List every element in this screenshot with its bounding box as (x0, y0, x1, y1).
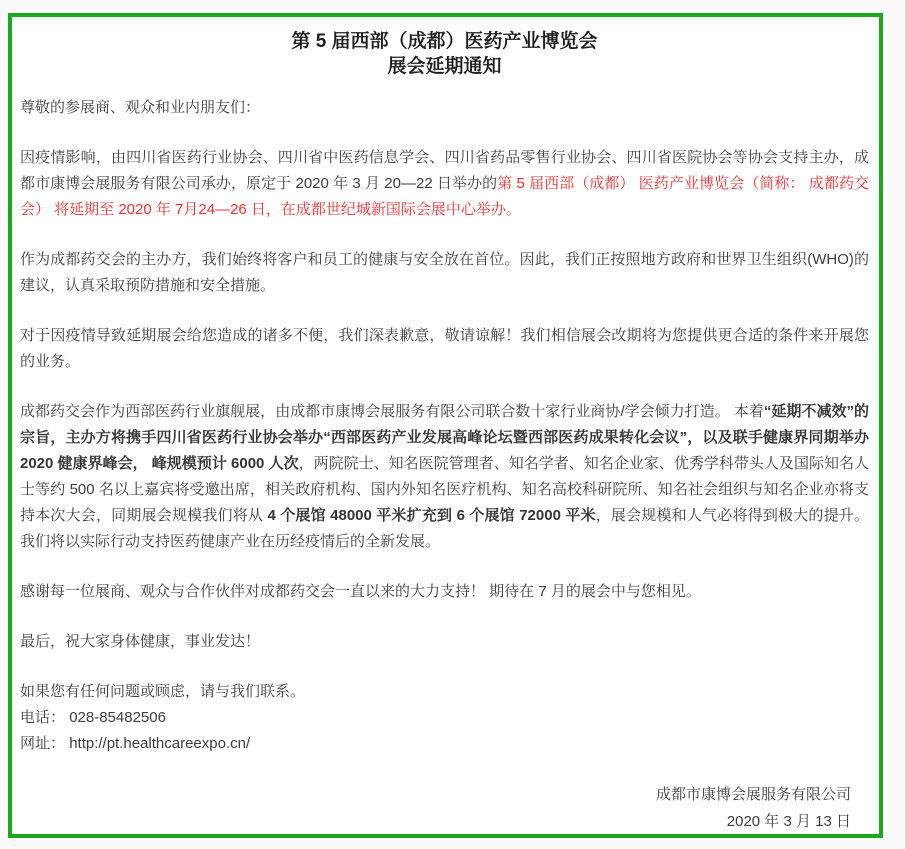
paragraph-expansion-bold-summit: “延期不减效”的宗旨，主办方将携手四川省医药行业协会举办“西部医药产业发展高峰论坛暨西部医药成果转化会议”，以及联手健康界同期举办 2020 健康界峰会， 峰规模预计 6000 人次 (20, 403, 869, 473)
contact-website-line (20, 731, 869, 757)
paragraph-postponement (20, 145, 869, 223)
signature-block (20, 781, 869, 835)
phone-number: 028-85482506 (69, 709, 166, 727)
website-url: http://pt.healthcareexpo.cn/ (69, 735, 251, 753)
paragraph-expansion-part1: 成都药交会作为西部医药行业旗舰展，由成都市康博会展服务有限公司联合数十家行业商协/学会倾力打造。 本着 (20, 403, 764, 421)
contact-prompt: 如果您有任何问题或顾虑，请与我们联系。 (20, 683, 306, 701)
paragraph-apology: 对于因疫情导致延期展会给您造成的诸多不便，我们深表歉意，敬请谅解！我们相信展会改期将为您提供更合适的条件来开展您的业务。 (20, 327, 869, 371)
paragraph-thanks: 感谢每一位展商、观众与合作伙伴对成都药交会一直以来的大力支持！ 期待在 7 月的展会中与您相见。 (20, 583, 701, 601)
greeting-line: 尊敬的参展商、观众和业内朋友们： (20, 99, 261, 117)
contact-phone-line (20, 705, 869, 731)
document-title-line2: 展会延期通知 (387, 56, 502, 78)
paragraph-expansion-part3: ，展会规模和人气必将得到极大的提升。我们将以实际行动支持医药健康产业在历经疫情后的全新发展。 (20, 507, 870, 551)
website-label: 网址： (20, 735, 66, 753)
signature-date: 2020 年 3 月 13 日 (726, 813, 851, 831)
paragraph-postponement-lead: 因疫情影响，由四川省医药行业协会、四川省中医药信息学会、四川省药品零售行业协会、四川省医院协会等协会支持主办，成都市康博会展服务有限公司承办，原定于 2020 年 3 月 20—22 日举办的 (20, 149, 869, 193)
paragraph-safety: 作为成都药交会的主办方，我们始终将客户和员工的健康与安全放在首位。因此，我们正按照地方政府和世界卫生组织(WHO)的建议，认真采取预防措施和安全措施。 (20, 251, 869, 295)
paragraph-expansion (20, 399, 869, 555)
paragraph-expansion-part2: ，两院院士、知名医院管理者、知名学者、知名企业家、优秀学科带头人及国际知名人士等约 500 名以上嘉宾将受邀出席，相关政府机构、国内外知名医疗机构、知名高校科研院所、知名社会组织与知名企业亦将支持本次大会，同期展会规模我们将从 (20, 455, 869, 525)
paragraph-expansion-bold-halls: 4 个展馆 48000 平米扩充到 6 个展馆 72000 平米 (267, 507, 596, 525)
paragraph-wishes: 最后，祝大家身体健康，事业发达！ (20, 633, 261, 651)
phone-label: 电话： (20, 709, 66, 727)
notice-document (8, 13, 883, 838)
signature-company: 成都市康博会展服务有限公司 (655, 786, 851, 804)
document-title (20, 29, 869, 79)
document-title-line1: 第 5 届西部（成都）医药产业博览会 (291, 31, 598, 52)
paragraph-postponement-red-highlight: 第 5 届西部（成都） 医药产业博览会（简称： 成都药交会） 将延期至 2020 年 7月24—26 日，在成都世纪城新国际会展中心举办。 (20, 175, 870, 219)
contact-block (20, 679, 869, 757)
